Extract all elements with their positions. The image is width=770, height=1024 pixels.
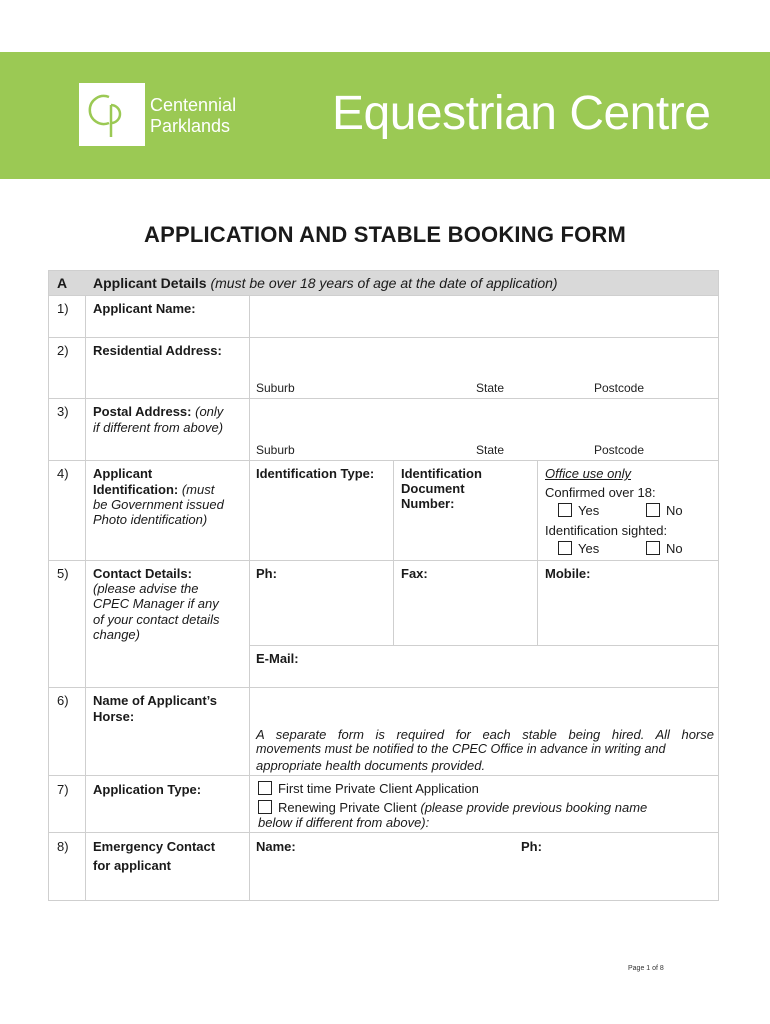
confirmed-yes-option[interactable]: [558, 503, 599, 518]
suburb-label: Suburb: [256, 381, 295, 395]
email-field[interactable]: [310, 646, 718, 686]
confirmed-no-checkbox[interactable]: [646, 503, 660, 517]
phone-label: Ph:: [256, 566, 277, 581]
confirmed-yes-checkbox[interactable]: [558, 503, 572, 517]
mobile-field[interactable]: [538, 582, 718, 644]
contact-note-2: CPEC Manager if any: [93, 596, 219, 611]
first-time-option[interactable]: [258, 781, 479, 796]
row-number: 3): [57, 404, 69, 419]
residential-address-label: Residential Address:: [93, 343, 222, 358]
row-number: 5): [57, 566, 69, 581]
id-type-label: Identification Type:: [256, 466, 375, 481]
sighted-yes-option[interactable]: [558, 541, 599, 556]
horse-name-field[interactable]: [250, 688, 718, 726]
applicant-id-label-text: Identification:: [93, 482, 179, 497]
postal-address-note-1: (only: [195, 404, 224, 419]
emergency-contact-label-2: for applicant: [93, 858, 172, 873]
suburb-label: Suburb: [256, 443, 295, 457]
contact-note-4: change): [93, 627, 140, 642]
logo: [79, 83, 145, 146]
horse-note-1: A separate form is required for each stable being hired. All horse: [256, 727, 714, 742]
applicant-id-note-3: Photo identification): [93, 512, 208, 527]
confirmed-no-option[interactable]: [646, 503, 683, 518]
renewing-note-1: (please provide previous booking name: [420, 800, 648, 815]
emergency-name-label: Name:: [256, 839, 296, 854]
row-number: 7): [57, 782, 69, 797]
id-doc-label-3: Number:: [401, 496, 455, 511]
cp-monogram-icon: [79, 83, 145, 146]
email-label: E-Mail:: [256, 651, 299, 666]
id-sighted-label: Identification sighted:: [545, 523, 668, 538]
id-number-field[interactable]: [394, 512, 536, 559]
applicant-id-label-1: Applicant: [93, 466, 153, 481]
postcode-label: Postcode: [594, 381, 645, 395]
id-doc-label-2: Document: [401, 481, 465, 496]
sighted-no-checkbox[interactable]: [646, 541, 660, 555]
applicant-name-label: Applicant Name:: [93, 301, 196, 316]
org-line-2: Parklands: [150, 116, 231, 136]
state-label: State: [476, 381, 505, 395]
first-time-label: First time Private Client Application: [278, 781, 479, 796]
id-doc-label-1: Identification: [401, 466, 482, 481]
id-type-field[interactable]: [250, 482, 392, 559]
renewing-checkbox[interactable]: [258, 800, 272, 814]
mobile-label: Mobile:: [545, 566, 591, 581]
application-type-label: Application Type:: [93, 782, 202, 797]
contact-details-label: Contact Details:: [93, 566, 192, 581]
no-label: No: [666, 541, 683, 556]
applicant-id-label-2: [93, 482, 214, 497]
sighted-no-option[interactable]: [646, 541, 683, 556]
section-title: [93, 276, 558, 291]
postal-address-label-text: Postal Address:: [93, 404, 192, 419]
renewing-label: Renewing Private Client: [278, 800, 417, 815]
state-label: State: [476, 443, 505, 457]
renewing-note-2: below if different from above):: [258, 815, 430, 830]
horse-name-label-2: Horse:: [93, 709, 135, 724]
postal-address-note-2: if different from above): [93, 420, 224, 435]
horse-note-2: movements must be notified to the CPEC Office in advance in writing and: [256, 742, 666, 756]
office-use-label: Office use only: [545, 466, 631, 481]
contact-note-3: of your contact details: [93, 612, 220, 627]
applicant-id-note-1: (must: [181, 482, 215, 497]
emergency-name-field[interactable]: [250, 855, 515, 899]
applicant-id-note-2: be Government issued: [93, 497, 224, 512]
yes-label: Yes: [578, 503, 600, 518]
emergency-phone-label: Ph:: [521, 839, 542, 854]
centre-title: Equestrian Centre: [332, 87, 711, 140]
contact-note-1: (please advise the: [93, 581, 199, 596]
first-time-checkbox[interactable]: [258, 781, 272, 795]
page-title: APPLICATION AND STABLE BOOKING FORM: [143, 222, 627, 247]
row-number: 6): [57, 693, 69, 708]
emergency-phone-field[interactable]: [521, 855, 718, 899]
section-note: (must be over 18 years of age at the date of application): [210, 275, 558, 291]
yes-label: Yes: [578, 541, 600, 556]
no-label: No: [666, 503, 683, 518]
org-name: [150, 95, 236, 137]
sighted-yes-checkbox[interactable]: [558, 541, 572, 555]
row-number: 2): [57, 343, 69, 358]
fax-field[interactable]: [394, 582, 536, 644]
page-number: Page 1 of 8: [628, 965, 664, 972]
postal-address-label: [93, 404, 223, 419]
fax-label: Fax:: [401, 566, 428, 581]
section-title-text: Applicant Details: [93, 275, 207, 291]
postcode-label: Postcode: [594, 443, 645, 457]
confirmed-over-18-label: Confirmed over 18:: [545, 485, 656, 500]
row-number: 8): [57, 839, 69, 854]
row-number: 4): [57, 466, 69, 481]
horse-name-label-1: Name of Applicant’s: [93, 693, 218, 708]
org-line-1: Centennial: [150, 95, 237, 115]
applicant-name-field[interactable]: [250, 296, 718, 337]
section-letter: A: [57, 275, 68, 291]
emergency-contact-label-1: Emergency Contact: [93, 839, 216, 854]
horse-note-3: appropriate health documents provided.: [256, 758, 486, 773]
row-number: 1): [57, 301, 69, 316]
phone-field[interactable]: [250, 582, 392, 644]
renewing-option[interactable]: [258, 800, 647, 815]
